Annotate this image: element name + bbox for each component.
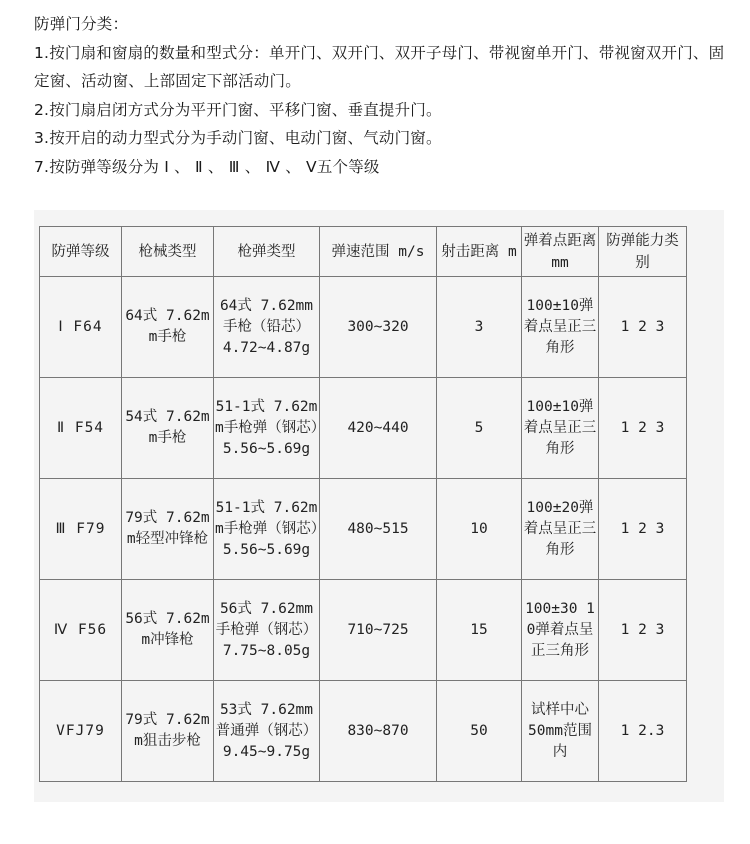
intro-item: 7.按防弹等级分为 Ⅰ 、 Ⅱ 、 Ⅲ 、 Ⅳ 、 V五个等级 [34, 157, 380, 176]
bulletproof-level-table [39, 226, 687, 782]
cell-impact-spacing: 试样中心 50mm范围内 [522, 681, 599, 782]
cell-distance: 10 [437, 479, 522, 580]
cell-velocity: 420~440 [320, 378, 437, 479]
cell-ammo-type: 51-1式 7.62mm手枪弹（钢芯）5.56~5.69g [214, 479, 320, 580]
cell-protection-class: 1 2.3 [599, 681, 687, 782]
cell-ammo-type: 51-1式 7.62mm手枪弹（钢芯）5.56~5.69g [214, 378, 320, 479]
cell-gun-type: 54式 7.62mm手枪 [122, 378, 214, 479]
header-distance: 射击距离 m [437, 227, 522, 277]
intro-item: 3.按开启的动力型式分为手动门窗、电动门窗、气动门窗。 [34, 129, 442, 147]
header-gun-type: 枪械类型 [122, 227, 214, 277]
table-image [34, 210, 724, 802]
table-row [40, 580, 687, 681]
cell-protection-class: 1 2 3 [599, 378, 687, 479]
cell-gun-type: 56式 7.62mm冲锋枪 [122, 580, 214, 681]
cell-velocity: 300~320 [320, 277, 437, 378]
cell-impact-spacing: 100±30 10弹着点呈正三角形 [522, 580, 599, 681]
cell-level: Ⅲ F79 [40, 479, 122, 580]
header-velocity: 弹速范围 m/s [320, 227, 437, 277]
intro-item: 1.按门扇和窗扇的数量和型式分：单开门、双开门、双开子母门、带视窗单开门、带视窗双开门、固定窗、活动窗、上部固定下部活动门。 [34, 43, 725, 90]
intro-section [34, 10, 734, 181]
table-row [40, 681, 687, 782]
cell-velocity: 830~870 [320, 681, 437, 782]
table-row [40, 479, 687, 580]
cell-distance: 3 [437, 277, 522, 378]
cell-ammo-type: 53式 7.62mm普通弹（钢芯）9.45~9.75g [214, 681, 320, 782]
header-level: 防弹等级 [40, 227, 122, 277]
cell-impact-spacing: 100±10弹着点呈正三角形 [522, 378, 599, 479]
cell-gun-type: 64式 7.62mm手枪 [122, 277, 214, 378]
cell-gun-type: 79式 7.62mm轻型冲锋枪 [122, 479, 214, 580]
table-header-row [40, 227, 687, 277]
intro-title: 防弹门分类： [34, 15, 129, 33]
cell-protection-class: 1 2 3 [599, 580, 687, 681]
cell-ammo-type: 56式 7.62mm手枪弹（钢芯）7.75~8.05g [214, 580, 320, 681]
table-row [40, 378, 687, 479]
cell-velocity: 710~725 [320, 580, 437, 681]
cell-protection-class: 1 2 3 [599, 479, 687, 580]
header-ammo-type: 枪弹类型 [214, 227, 320, 277]
cell-protection-class: 1 2 3 [599, 277, 687, 378]
intro-item: 2.按门扇启闭方式分为平开门窗、平移门窗、垂直提升门。 [34, 100, 442, 119]
header-impact-spacing: 弹着点距离 mm [522, 227, 599, 277]
cell-impact-spacing: 100±20弹着点呈正三角形 [522, 479, 599, 580]
cell-distance: 5 [437, 378, 522, 479]
cell-level: VFJ79 [40, 681, 122, 782]
cell-velocity: 480~515 [320, 479, 437, 580]
cell-ammo-type: 64式 7.62mm手枪（铅芯）4.72~4.87g [214, 277, 320, 378]
cell-distance: 15 [437, 580, 522, 681]
cell-impact-spacing: 100±10弹着点呈正三角形 [522, 277, 599, 378]
cell-level: Ⅰ F64 [40, 277, 122, 378]
cell-gun-type: 79式 7.62mm狙击步枪 [122, 681, 214, 782]
cell-level: Ⅳ F56 [40, 580, 122, 681]
cell-distance: 50 [437, 681, 522, 782]
table-row [40, 277, 687, 378]
header-protection-class: 防弹能力类别 [599, 227, 687, 277]
cell-level: Ⅱ F54 [40, 378, 122, 479]
